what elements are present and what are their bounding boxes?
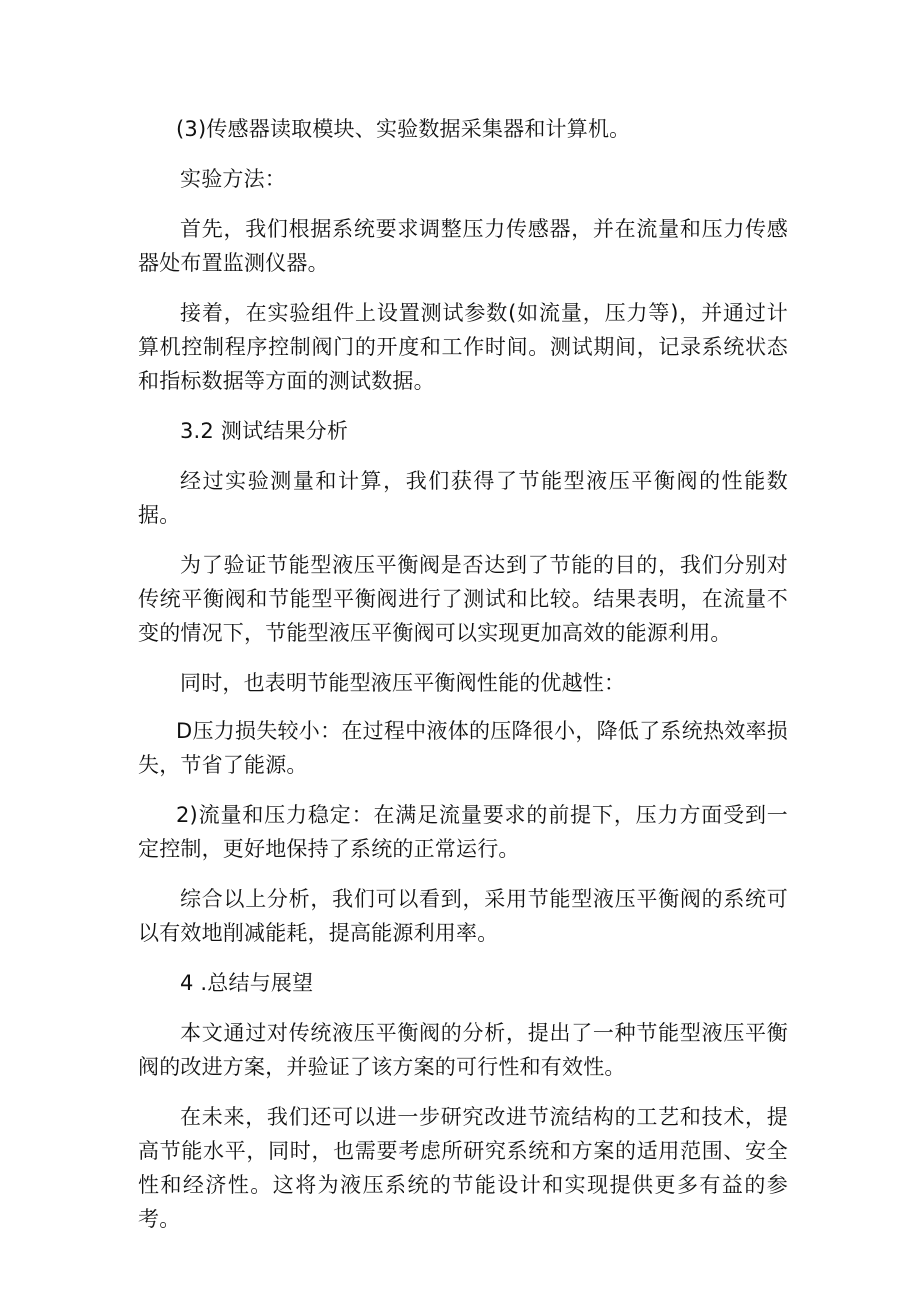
paragraph-comparison: 为了验证节能型液压平衡阀是否达到了节能的目的，我们分别对传统平衡阀和节能型平衡阀进行了测试和比较。结果表明，在流量不变的情况下，节能型液压平衡阀可以实现更加高效的能源利用。: [138, 553, 788, 645]
paragraph-results-intro: 经过实验测量和计算，我们获得了节能型液压平衡阀的性能数据。: [138, 469, 788, 527]
paragraph-advantages-intro: 同时，也表明节能型液压平衡阀性能的优越性：: [180, 671, 626, 695]
list-item-advantage-1: D压力损失较小：在过程中液体的压降很小，降低了系统热效率损失，节省了能源。: [138, 719, 788, 777]
method-heading: 实验方法：: [180, 167, 286, 191]
document-body: [138, 112, 788, 1252]
list-item-advantage-2: 2)流量和压力稳定：在满足流量要求的前提下，压力方面受到一定控制，更好地保持了系统的正常运行。: [138, 803, 788, 861]
paragraph-summary-analysis: 综合以上分析，我们可以看到，采用节能型液压平衡阀的系统可以有效地削减能耗，提高能源利用率。: [138, 887, 788, 945]
paragraph-next-step: 接着，在实验组件上设置测试参数(如流量，压力等)，并通过计算机控制程序控制阀门的开度和工作时间。测试期间，记录系统状态和指标数据等方面的测试数据。: [138, 301, 788, 393]
section-heading-4: 4 .总结与展望: [180, 971, 314, 995]
paragraph-conclusion: 本文通过对传统液压平衡阀的分析，提出了一种节能型液压平衡阀的改进方案，并验证了该方案的可行性和有效性。: [138, 1021, 788, 1079]
list-item-equipment-3: (3)传感器读取模块、实验数据采集器和计算机。: [176, 117, 631, 141]
section-heading-3-2: 3.2 测试结果分析: [180, 419, 349, 443]
paragraph-first-step: 首先，我们根据系统要求调整压力传感器，并在流量和压力传感器处布置监测仪器。: [138, 217, 788, 275]
paragraph-outlook: 在未来，我们还可以进一步研究改进节流结构的工艺和技术，提高节能水平，同时，也需要考虑所研究系统和方案的适用范围、安全性和经济性。这将为液压系统的节能设计和实现提供更多有益的参考。: [138, 1105, 788, 1231]
